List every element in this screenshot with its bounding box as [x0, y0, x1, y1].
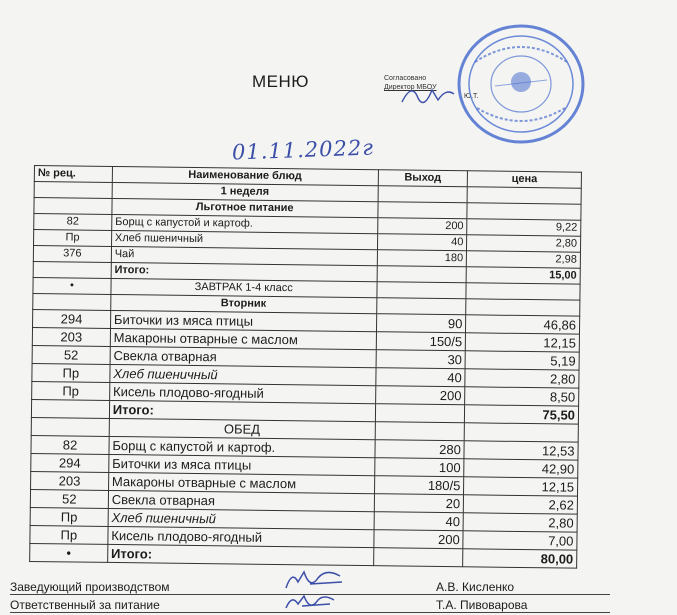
column-header: цена: [468, 171, 582, 188]
recipe-code: Пр: [34, 230, 112, 247]
page-title: МЕНЮ: [252, 72, 309, 91]
dish-name: Биточки из мяса птицы: [110, 310, 376, 331]
dish-yield: 200: [373, 530, 463, 549]
dish-name: Макароны отварные с маслом: [108, 472, 374, 493]
recipe-code: 52: [30, 489, 108, 508]
dish-yield: 100: [374, 458, 464, 477]
dish-name: Хлеб пшеничный: [110, 364, 376, 385]
dish-price: 2,80: [465, 369, 579, 388]
recipe-code: 82: [31, 435, 109, 454]
recipe-code: Пр: [32, 381, 110, 400]
recipe-code: 294: [31, 453, 109, 472]
section-title: Льготное питание: [112, 198, 378, 217]
handwritten-signature-2: [280, 592, 340, 614]
dish-yield: 30: [376, 350, 466, 369]
approval-line: Согласовано: [384, 75, 427, 82]
dish-name: Кисель плодово-ягодный: [108, 526, 374, 547]
dish-name: Чай: [111, 246, 377, 265]
day-label: Вторник: [111, 294, 377, 313]
total-value: 80,00: [463, 549, 577, 568]
dish-yield: 280: [374, 440, 464, 459]
dish-price: 8,50: [465, 387, 579, 406]
dish-price: 2,98: [467, 251, 581, 268]
dish-name: Хлеб пшеничный: [108, 508, 374, 529]
dish-name: Борщ с капустой и картоф.: [109, 436, 375, 457]
total-label: Итого:: [107, 544, 373, 565]
total-value: 15,00: [466, 267, 580, 284]
dish-price: 12,53: [464, 441, 578, 460]
recipe-code: Пр: [30, 507, 108, 526]
dish-yield: 40: [377, 234, 467, 251]
dish-price: 5,19: [465, 351, 579, 370]
bullet: •: [30, 543, 108, 562]
menu-date: 01.11.2022г: [231, 135, 375, 165]
dish-name: Борщ с капустой и картоф.: [112, 214, 378, 233]
approval-signature: [398, 80, 458, 110]
recipe-code: Пр: [32, 363, 110, 382]
recipe-code: 203: [32, 327, 110, 346]
section-title: ЗАВТРАК 1-4 класс: [111, 278, 377, 297]
recipe-code: Пр: [30, 525, 108, 544]
approval-line: Директор МБОУ: [384, 84, 437, 91]
recipe-code: 52: [32, 345, 110, 364]
column-header: Наименование блюд: [112, 166, 378, 185]
total-value: 75,50: [465, 405, 579, 424]
dish-name: Кисель плодово-ягодный: [109, 382, 375, 403]
recipe-code: 376: [33, 246, 111, 263]
signature-role: Ответственный за питание: [10, 598, 160, 612]
dish-price: 42,90: [464, 459, 578, 478]
signature-role: Заведующий производством: [10, 580, 170, 594]
dish-name: Хлеб пшеничный: [111, 230, 377, 249]
recipe-code: 203: [31, 471, 109, 490]
bullet: •: [33, 277, 111, 294]
menu-table: [29, 165, 582, 569]
column-header: № рец.: [34, 166, 112, 183]
handwritten-signature-1: [280, 566, 350, 594]
school-seal-stamp: [455, 22, 587, 146]
dish-yield: 150/5: [376, 332, 466, 351]
column-header: Выход: [378, 170, 468, 187]
total-label: Итого:: [109, 400, 375, 421]
dish-name: Макароны отварные с маслом: [110, 328, 376, 349]
recipe-code: 294: [33, 309, 111, 328]
dish-yield: 200: [377, 218, 467, 235]
dish-yield: 20: [374, 494, 464, 513]
dish-name: Свекла отварная: [110, 346, 376, 367]
signature-name: Т.А. Пивоварова: [436, 598, 528, 612]
dish-price: 46,86: [466, 315, 580, 334]
signature-name: А.В. Кисленко: [436, 580, 515, 594]
dish-yield: 200: [375, 386, 465, 405]
dish-yield: 40: [374, 512, 464, 531]
dish-price: 12,15: [466, 333, 580, 352]
section-title: ОБЕД: [109, 418, 375, 439]
week-label: 1 неделя: [112, 182, 378, 201]
dish-yield: 90: [376, 314, 466, 333]
dish-name: Биточки из мяса птицы: [109, 454, 375, 475]
approval-line: Ю.Т.: [464, 93, 479, 100]
dish-price: 2,62: [464, 495, 578, 514]
total-label: Итого:: [111, 262, 377, 281]
dish-price: 2,80: [467, 235, 581, 252]
dish-price: 9,22: [467, 219, 581, 236]
dish-name: Свекла отварная: [108, 490, 374, 511]
dish-yield: 40: [375, 368, 465, 387]
dish-yield: 180: [377, 250, 467, 267]
dish-price: 12,15: [464, 477, 578, 496]
recipe-code: 82: [34, 214, 112, 231]
dish-yield: 180/5: [374, 476, 464, 495]
dish-price: 2,80: [463, 513, 577, 532]
dish-price: 7,00: [463, 531, 577, 550]
